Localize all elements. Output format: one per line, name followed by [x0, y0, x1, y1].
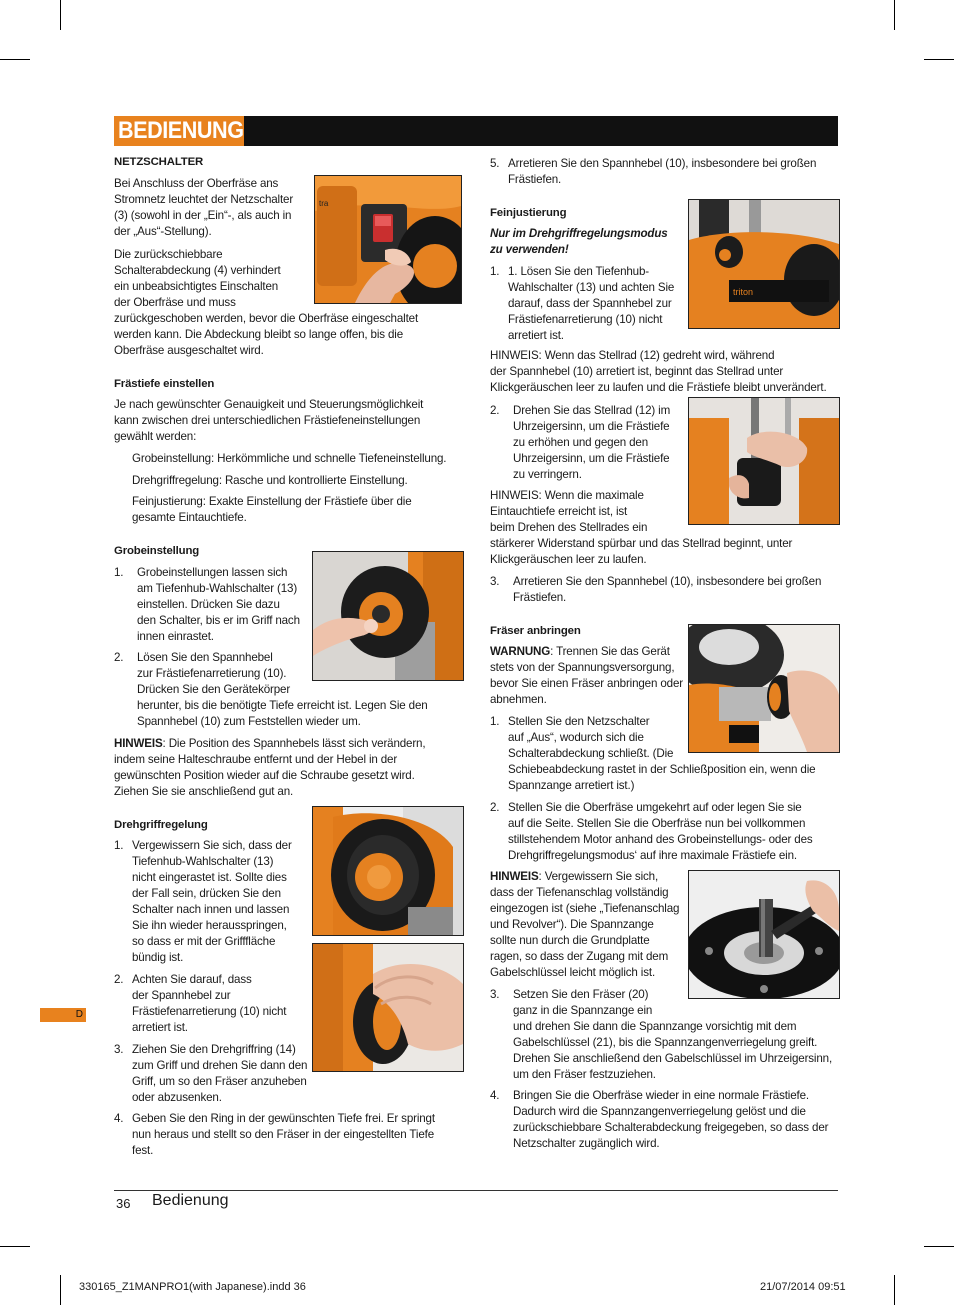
text-line: der „Aus“-Stellung).	[114, 225, 212, 238]
text-line: herunter, bis die benötigte Tiefe erreicht ist. Legen Sie den	[137, 699, 428, 712]
text-line: Drehgriffregelungsmodus‘ auf ihre maximale Frästiefe ein.	[508, 849, 797, 862]
text-line: Tiefenhub-Wahlschalter (13)	[132, 855, 274, 868]
photo-illustration	[313, 552, 463, 680]
text-line: Eintauchtiefe erreicht ist, ist	[490, 505, 628, 518]
hinweis-line: HINWEIS: Die Position des Spannhebels lässt sich verändern,	[114, 737, 426, 750]
text-line: und drehen Sie dann die Spannzange vorsichtig mit dem	[513, 1020, 797, 1033]
list-number: 2.	[490, 404, 500, 417]
list-number: 1.	[490, 265, 500, 278]
text-line: Sie ihn wieder herausspringen,	[132, 919, 287, 932]
text-line: fest.	[132, 1144, 154, 1157]
text-line: am Tiefenhub-Wahlschalter (13)	[137, 582, 298, 595]
text-line: Uhrzeigersinn, um die Frästiefe	[513, 452, 670, 465]
crop-mark	[60, 1275, 61, 1305]
text-line: der Spannhebel zur	[132, 989, 231, 1002]
subheading-italic: Nur im Drehgriffregelungsmodus	[490, 227, 668, 240]
text-line: oder abzusenken.	[132, 1091, 222, 1104]
text-line: kann zwischen drei unterschiedlichen Frästiefeneinstellungen	[114, 414, 421, 427]
text-line: Spannzange arretiert ist.)	[508, 779, 635, 792]
text-line: eingezogen ist (siehe „Tiefenanschlag	[490, 902, 680, 915]
text-line: Schalterabdeckung (4) verhindert	[114, 264, 281, 277]
text-line: bevor Sie einen Fräser anbringen oder	[490, 677, 683, 690]
text-line: werden kann. Die Abdeckung bleibt so lange offen, bis die	[114, 328, 404, 341]
list-number: 1.	[114, 566, 124, 579]
text-line: bündig ist.	[132, 951, 184, 964]
photo-illustration	[689, 200, 839, 328]
text-line: indem seine Halteschraube entfernt und der Hebel in der	[114, 753, 398, 766]
text-line: der Oberfräse und muss	[114, 296, 236, 309]
text-line: sollte nun durch die Grundplatte	[490, 934, 650, 947]
text-line: Die zurückschiebbare	[114, 248, 223, 261]
text-line: gewählt werden:	[114, 430, 197, 443]
list-number: 5.	[490, 157, 500, 170]
text-line: Arretieren Sie den Spannhebel (10), insbesondere bei großen	[508, 157, 817, 170]
list-number: 4.	[490, 1089, 500, 1102]
text-line: Ziehen Sie sie anschließend gut an.	[114, 785, 294, 798]
list-number: 2.	[114, 973, 124, 986]
crop-mark	[924, 1246, 954, 1247]
text-line: zu verringern.	[513, 468, 582, 481]
crop-mark	[894, 0, 895, 30]
list-number: 3.	[114, 1043, 124, 1056]
text-line: innen einrastet.	[137, 630, 214, 643]
text-line: nicht eingerastet ist. Sollte dies	[132, 871, 287, 884]
photo-spannzange-wrench	[688, 870, 840, 999]
text-line: Griff, um so den Fräser anzuheben	[132, 1075, 307, 1088]
text-line: den Schalter, bis er im Griff nach	[137, 614, 300, 627]
text-line: (3) (sowohl in der „Ein“-, als auch in	[114, 209, 292, 222]
heading-fraestiefe: Frästiefe einstellen	[114, 378, 215, 390]
text-line: Vergewissern Sie sich, dass der	[132, 839, 292, 852]
photo-illustration	[689, 871, 839, 998]
text-line: auf „Aus“, wodurch sich die	[508, 731, 644, 744]
text-line: Klickgeräuschen leer zu laufen.	[490, 553, 647, 566]
text-line: Schalterabdeckung schließt. (Die	[508, 747, 674, 760]
photo-power-switch	[314, 175, 462, 304]
text-line: Lösen Sie den Spannhebel	[137, 651, 273, 664]
text-line: Bei Anschluss der Oberfräse ans	[114, 177, 279, 190]
header-accent	[114, 116, 244, 146]
bullet-text: Grobeinstellung: Herkömmliche und schnelle Tiefeneinstellung.	[132, 452, 447, 465]
text-line: einstellen. Drücken Sie dazu	[137, 598, 280, 611]
text-line: zu erhöhen und gegen den	[513, 436, 649, 449]
text-line: Achten Sie darauf, dass	[132, 973, 252, 986]
svg-text:triton: triton	[733, 287, 754, 297]
text-line: Wahlschalter (13) und achten Sie	[508, 281, 675, 294]
text-line: Frästiefenarretierung (10) nicht	[132, 1005, 287, 1018]
text-line: beim Drehen des Stellrades ein	[490, 521, 648, 534]
text-line: Setzen Sie den Fräser (20)	[513, 988, 649, 1001]
text-line: ein unbeabsichtigtes Einschalten	[114, 280, 279, 293]
text-line: dass der Tiefenanschlag vollständig	[490, 886, 669, 899]
bullet-text: Feinjustierung: Exakte Einstellung der Frästiefe über die	[132, 495, 412, 508]
heading-feinjustierung: Feinjustierung	[490, 207, 567, 219]
heading-netzschalter: NETZSCHALTER	[114, 156, 204, 168]
text-line: der Fall sein, drücken Sie den	[132, 887, 281, 900]
text-line: Je nach gewünschter Genauigkeit und Steuerungsmöglichkeit	[114, 398, 424, 411]
text-line: abnehmen.	[490, 693, 547, 706]
text-line: arretiert ist.	[132, 1021, 188, 1034]
text-line: nun heraus und stellt so den Fräser in der eingestellten Tiefe	[132, 1128, 434, 1141]
text-line: Spannhebel (10) zum Feststellen wieder um.	[137, 715, 361, 728]
crop-mark	[0, 59, 30, 60]
page-number: 36	[116, 1196, 131, 1211]
text-line: und Revolver“). Die Spannzange	[490, 918, 654, 931]
heading-fraeser-anbringen: Fräser anbringen	[490, 625, 581, 637]
photo-illustration	[689, 398, 839, 524]
list-number: 3.	[490, 988, 500, 1001]
text-line: Gabelschlüssel (21), bis die Spannzangenverriegelung greift.	[513, 1036, 818, 1049]
list-number: 2.	[490, 801, 500, 814]
list-number: 3.	[490, 575, 500, 588]
text-line: Uhrzeigersinn, um die Frästiefe	[513, 420, 670, 433]
list-number: 2.	[114, 651, 124, 664]
svg-text:tra: tra	[319, 199, 329, 208]
text-line: Schalter nach innen und lassen	[132, 903, 290, 916]
list-number: 4.	[114, 1112, 124, 1125]
text-line: so dass er mit der Grifffläche	[132, 935, 276, 948]
text-line: HINWEIS: Wenn die maximale	[490, 489, 644, 502]
photo-illustration	[315, 176, 461, 303]
text-line: stärkerer Widerstand spürbar und das Stellrad beginnt, unter	[490, 537, 793, 550]
text-line: Ziehen Sie den Drehgriffring (14)	[132, 1043, 296, 1056]
text-line: zum Griff und drehen Sie dann den	[132, 1059, 308, 1072]
text-line: Schiebeabdeckung rastet in der Schließposition ein, wenn die	[508, 763, 816, 776]
photo-depth-switch	[312, 551, 464, 681]
text-line: auf die Seite. Stellen Sie die Oberfräse nun bei vollkommen	[508, 817, 806, 830]
heading-drehgriffregelung: Drehgriffregelung	[114, 819, 208, 831]
text-line: ganz in die Spannzange ein	[513, 1004, 653, 1017]
text-line: Bringen Sie die Oberfräse wieder in eine normale Frästiefe.	[513, 1089, 809, 1102]
text-line: ragen, so dass der Zugang mit dem	[490, 950, 669, 963]
slug-filename: 330165_Z1MANPRO1(with Japanese).indd 36	[79, 1281, 306, 1293]
text-line: zurückgeschoben werden, bevor die Oberfräse eingeschaltet	[114, 312, 419, 325]
photo-illustration	[313, 807, 463, 935]
text-line: zur Frästiefenarretierung (10).	[137, 667, 287, 680]
text-line: Oberfräse ausgeschaltet wird.	[114, 344, 264, 357]
list-number: 1.	[490, 715, 500, 728]
language-tab: D	[40, 1008, 86, 1022]
footer-rule	[114, 1190, 838, 1191]
slug-date: 21/07/2014 09:51	[760, 1281, 846, 1293]
text-line: Gabelschlüssel leicht möglich ist.	[490, 966, 656, 979]
text-line: Geben Sie den Ring in der gewünschten Tiefe frei. Er springt	[132, 1112, 435, 1125]
text-line: Arretieren Sie den Spannhebel (10), insbesondere bei großen	[513, 575, 822, 588]
crop-mark	[60, 0, 61, 30]
photo-fraeser-anbringen	[688, 624, 840, 753]
footer-section: Bedienung	[152, 1192, 229, 1209]
text-line: Klickgeräuschen leer zu laufen und die Frästiefe bleibt unverändert.	[490, 381, 827, 394]
text-line: Dadurch wird die Spannzangenverriegelung gelöst und die	[513, 1105, 806, 1118]
photo-illustration	[313, 944, 463, 1071]
photo-stellrad	[688, 397, 840, 525]
text-line: Drücken Sie den Gerätekörper	[137, 683, 291, 696]
text-line: zurückschiebbare Schalterabdeckung freigegeben, so dass der	[513, 1121, 829, 1134]
text-line: Frästiefen.	[508, 173, 562, 186]
section-header	[114, 116, 838, 146]
heading-grobeinstellung: Grobeinstellung	[114, 545, 200, 557]
crop-mark	[924, 59, 954, 60]
text-line: Frästiefen.	[513, 591, 567, 604]
photo-hand-turning-knob	[312, 943, 464, 1072]
crop-mark	[894, 1275, 895, 1305]
text-line: Netzschalter zugänglich wird.	[513, 1137, 660, 1150]
text-line: Stromnetz leuchtet der Netzschalter	[114, 193, 294, 206]
subheading-italic: zu verwenden!	[490, 243, 569, 256]
photo-drehgriff-knob	[312, 806, 464, 936]
text-line: um den Fräser festzuziehen.	[513, 1068, 656, 1081]
text-line: Grobeinstellungen lassen sich	[137, 566, 288, 579]
crop-mark	[0, 1246, 30, 1247]
hinweis-line: HINWEIS: Vergewissern Sie sich,	[490, 870, 659, 883]
text-line: Stellen Sie die Oberfräse umgekehrt auf oder legen Sie sie	[508, 801, 802, 814]
photo-feinjustierung	[688, 199, 840, 329]
text-line: HINWEIS: Wenn das Stellrad (12) gedreht wird, während	[490, 349, 775, 362]
text-line: darauf, dass der Spannhebel zur	[508, 297, 672, 310]
list-number: 1.	[114, 839, 124, 852]
text-line: arretiert ist.	[508, 329, 564, 342]
page-title: BEDIENUNG	[118, 117, 244, 144]
text-line: Frästiefenarretierung (10) nicht	[508, 313, 663, 326]
text-line: Drehen Sie das Stellrad (12) im	[513, 404, 671, 417]
text-line: Drehen Sie anschließend den Gabelschlüssel im Uhrzeigersinn,	[513, 1052, 833, 1065]
text-line: stets von der Spannungsversorgung,	[490, 661, 675, 674]
text-line: Stellen Sie den Netzschalter	[508, 715, 650, 728]
text-line: der Spannhebel (10) arretiert ist, beginnt das Stellrad unter	[490, 365, 784, 378]
text-line: stillstehendem Motor anhand des Grobeinstellungs- oder des	[508, 833, 813, 846]
warning-line: WARNUNG: Trennen Sie das Gerät	[490, 645, 670, 658]
text-line: 1. Lösen Sie den Tiefenhub-	[508, 265, 649, 278]
bullet-text: gesamte Eintauchtiefe.	[132, 511, 247, 524]
photo-illustration	[689, 625, 839, 752]
bullet-text: Drehgriffregelung: Rasche und kontrollierte Einstellung.	[132, 474, 408, 487]
text-line: gewünschten Position wieder auf die Schraube gesetzt wird.	[114, 769, 415, 782]
